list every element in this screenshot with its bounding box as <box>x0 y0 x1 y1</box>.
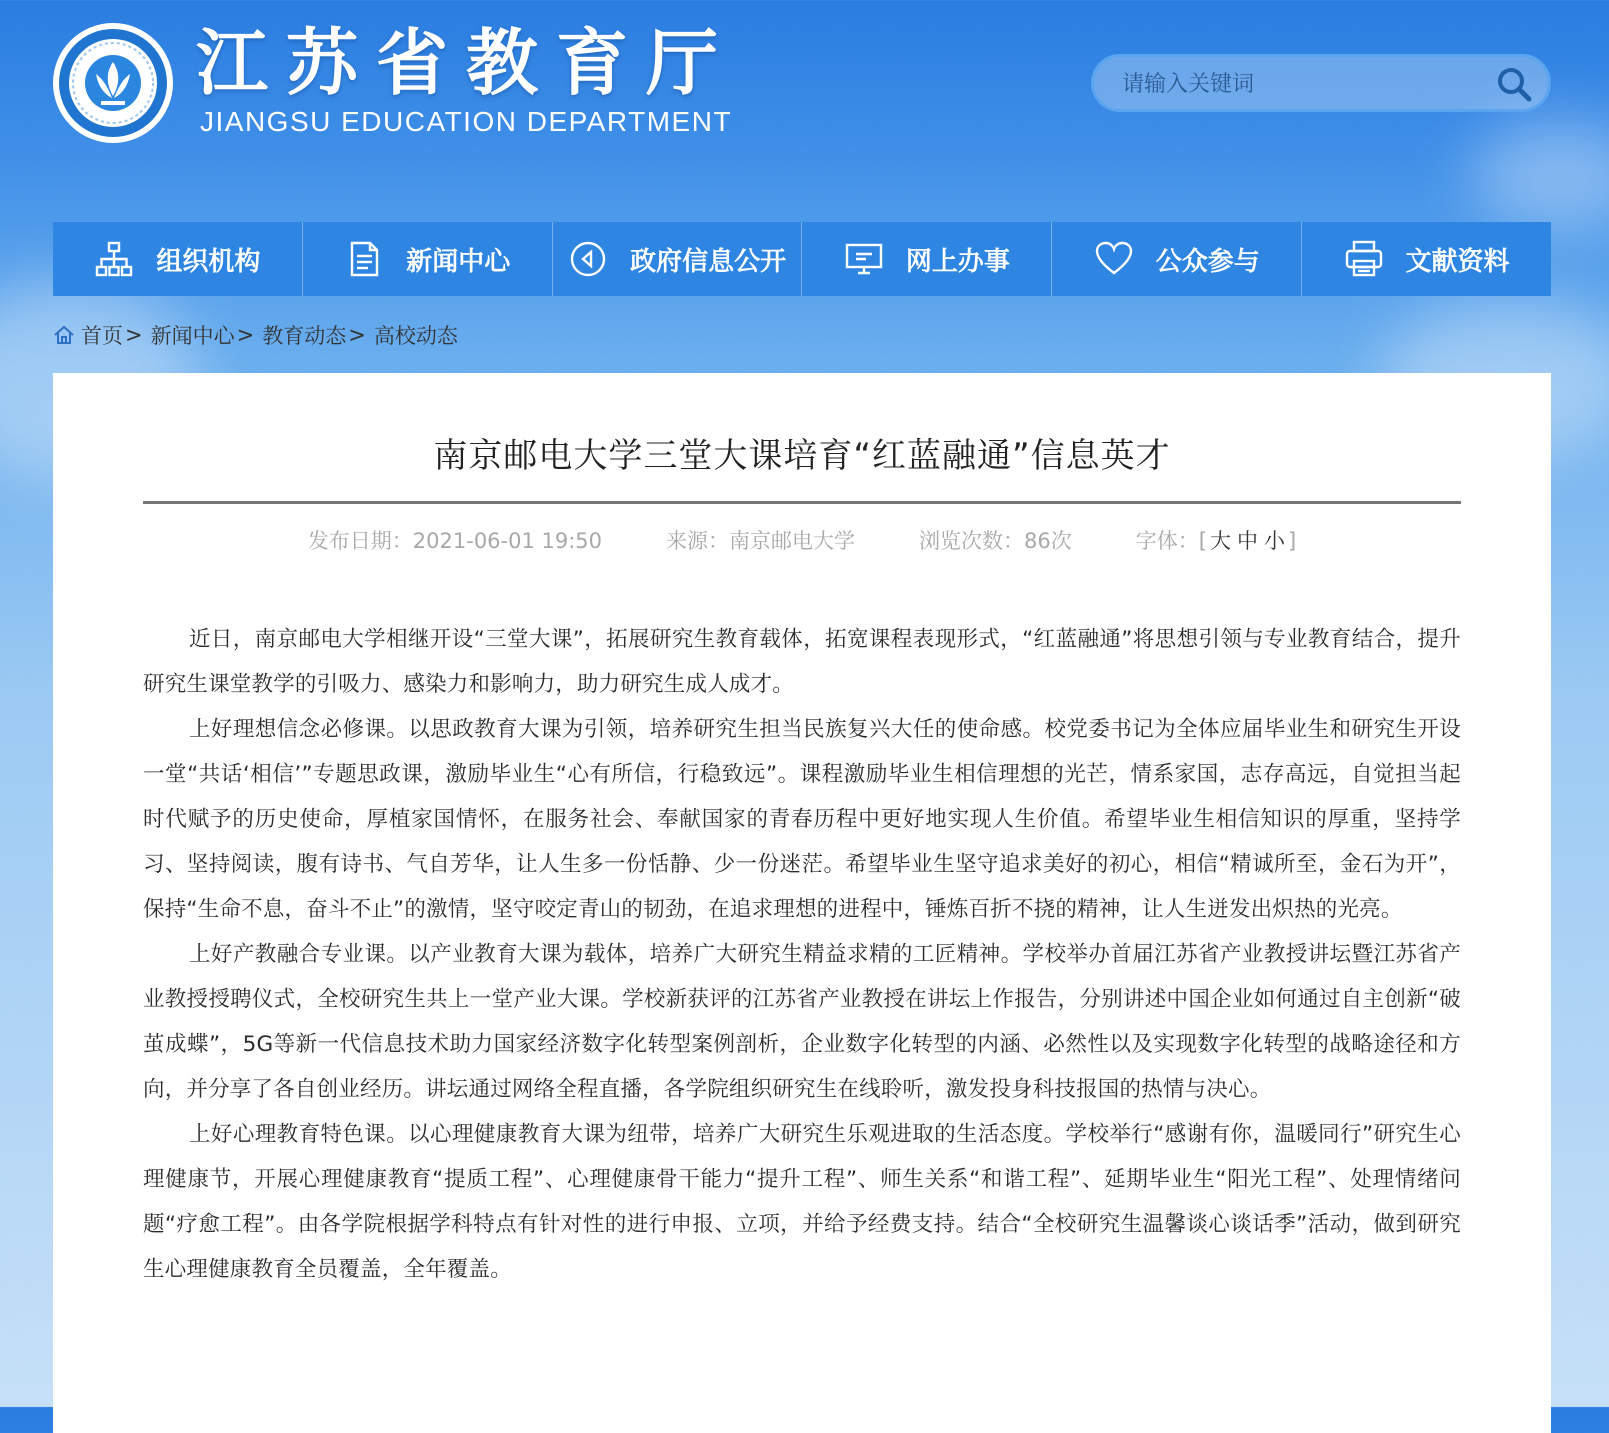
article-card <box>53 373 1551 1433</box>
font-bracket-open: [ <box>1198 529 1207 553</box>
monitor-icon <box>844 239 884 279</box>
article-meta <box>143 525 1461 557</box>
breadcrumb <box>53 318 458 352</box>
org-chart-icon <box>94 239 134 279</box>
nav-label: 公众参与 <box>1155 246 1260 277</box>
breadcrumb-university-news[interactable]: 高校动态 <box>373 324 458 348</box>
source: 南京邮电大学 <box>729 529 856 553</box>
nav-item-documents[interactable] <box>1302 222 1551 296</box>
nav-item-news[interactable] <box>303 222 553 296</box>
site-logo[interactable] <box>52 22 174 144</box>
title-divider <box>143 501 1461 504</box>
font-size-control <box>1136 525 1296 557</box>
font-label: 字体： <box>1135 529 1199 553</box>
nav-item-gov-info[interactable] <box>553 222 803 296</box>
nav-label: 新闻中心 <box>406 246 511 277</box>
nav-item-public-participation[interactable] <box>1052 222 1302 296</box>
home-icon <box>53 324 75 346</box>
breadcrumb-separator: > <box>125 323 143 347</box>
publish-label: 发布日期： <box>307 529 413 553</box>
article-paragraph: 近日，南京邮电大学相继开设“三堂大课”，拓展研究生教育载体，拓宽课程表现形式，“红蓝融通”将思想引领与专业教育结合，提升研究生课堂教学的引吸力、感染力和影响力，助力研究生成人成才。 <box>143 627 1461 697</box>
printer-icon <box>1344 239 1384 279</box>
search-box <box>1091 54 1551 112</box>
play-circle-icon <box>568 239 608 279</box>
heart-icon <box>1094 239 1134 279</box>
breadcrumb-education-news[interactable]: 教育动态 <box>262 324 347 348</box>
document-icon <box>344 239 384 279</box>
font-size-large-button[interactable]: 大 <box>1209 529 1231 553</box>
site-subtitle: JIANGSU EDUCATION DEPARTMENT <box>200 106 733 137</box>
article-body <box>143 617 1461 1292</box>
article-paragraph: 上好理想信念必修课。以思政教育大课为引领，培养研究生担当民族复兴大任的使命感。校党委书记为全体应届毕业生和研究生开设一堂“共话‘相信’”专题思政课，激励毕业生“心有所信，行稳致远”。课程激励毕业生相信理想的光芒，情系家国，志存高远，自觉担当起时代赋予的历史使命，厚植家国情怀，在服务社会、奉献国家的青春历程中更好地实现人生价值。希望毕业生相信知识的厚重，坚持学习、坚持阅读，腹有诗书、气自芳华，让人生多一份恬静、少一份迷茫。希望毕业生坚守追求美好的初心，相信“精诚所至，金石为开”，保持“生命不息，奋斗不止”的激情，坚守咬定青山的韧劲，在追求理想的进程中，锤炼百折不挠的精神，让人生迸发出炽热的光亮。 <box>143 717 1461 922</box>
source-meta <box>666 525 855 557</box>
article-paragraph: 上好心理教育特色课。以心理健康教育大课为纽带，培养广大研究生乐观进取的生活态度。学校举行“感谢有你，温暖同行”研究生心理健康节，开展心理健康教育“提质工程”、心理健康骨干能力“提升工程”、师生关系“和谐工程”、延期毕业生“阳光工程”、处理情绪问题“疗愈工程”。由各学院根据学科特点有针对性的进行申报、立项，并给予经费支持。结合“全校研究生温馨谈心谈话季”活动，做到研究生心理健康教育全员覆盖，全年覆盖。 <box>143 1122 1461 1282</box>
nav-label: 组织机构 <box>156 246 261 277</box>
font-size-small-button[interactable]: 小 <box>1263 529 1285 553</box>
breadcrumb-separator: > <box>236 323 255 347</box>
sky-cloud <box>1470 120 1609 230</box>
font-size-medium-button[interactable]: 中 <box>1236 529 1258 553</box>
views-label: 浏览次数： <box>919 529 1025 553</box>
article-paragraph: 上好产教融合专业课。以产业教育大课为载体，培养广大研究生精益求精的工匠精神。学校举办首届江苏省产业教授讲坛暨江苏省产业教授授聘仪式，全校研究生共上一堂产业大课。学校新获评的江苏省产业教授在讲坛上作报告，分别讲述中国企业如何通过自主创新“破茧成蝶”，5G等新一代信息技术助力国家经济数字化转型案例剖析，企业数字化转型的内涵、必然性以及实现数字化转型的战略途径和方向，并分享了各自创业经历。讲坛通过网络全程直播，各学院组织研究生在线聆听，激发投身科技报国的热情与决心。 <box>143 942 1461 1102</box>
nav-label: 政府信息公开 <box>630 246 787 277</box>
view-count: 86次 <box>1024 529 1072 553</box>
nav-item-organization[interactable] <box>53 222 303 296</box>
breadcrumb-news-center[interactable]: 新闻中心 <box>150 324 235 348</box>
publish-date: 2021-06-01 19:50 <box>412 529 603 553</box>
emblem-icon <box>52 22 174 144</box>
search-icon[interactable] <box>1496 66 1532 102</box>
article-title: 南京邮电大学三堂大课培育“红蓝融通”信息英才 <box>433 436 1171 476</box>
views-meta <box>919 525 1072 557</box>
site-title: 江苏省教育厅 <box>196 21 737 105</box>
search-input[interactable] <box>1120 57 1484 111</box>
publish-date-meta <box>308 525 602 557</box>
nav-item-online-service[interactable] <box>802 222 1052 296</box>
nav-label: 网上办事 <box>905 246 1010 277</box>
source-label: 来源： <box>666 529 730 553</box>
main-nav <box>53 222 1551 296</box>
font-bracket-close: ] <box>1287 529 1297 553</box>
breadcrumb-home[interactable]: 首页 <box>81 324 123 348</box>
breadcrumb-separator: > <box>348 323 366 347</box>
nav-label: 文献资料 <box>1405 246 1510 277</box>
